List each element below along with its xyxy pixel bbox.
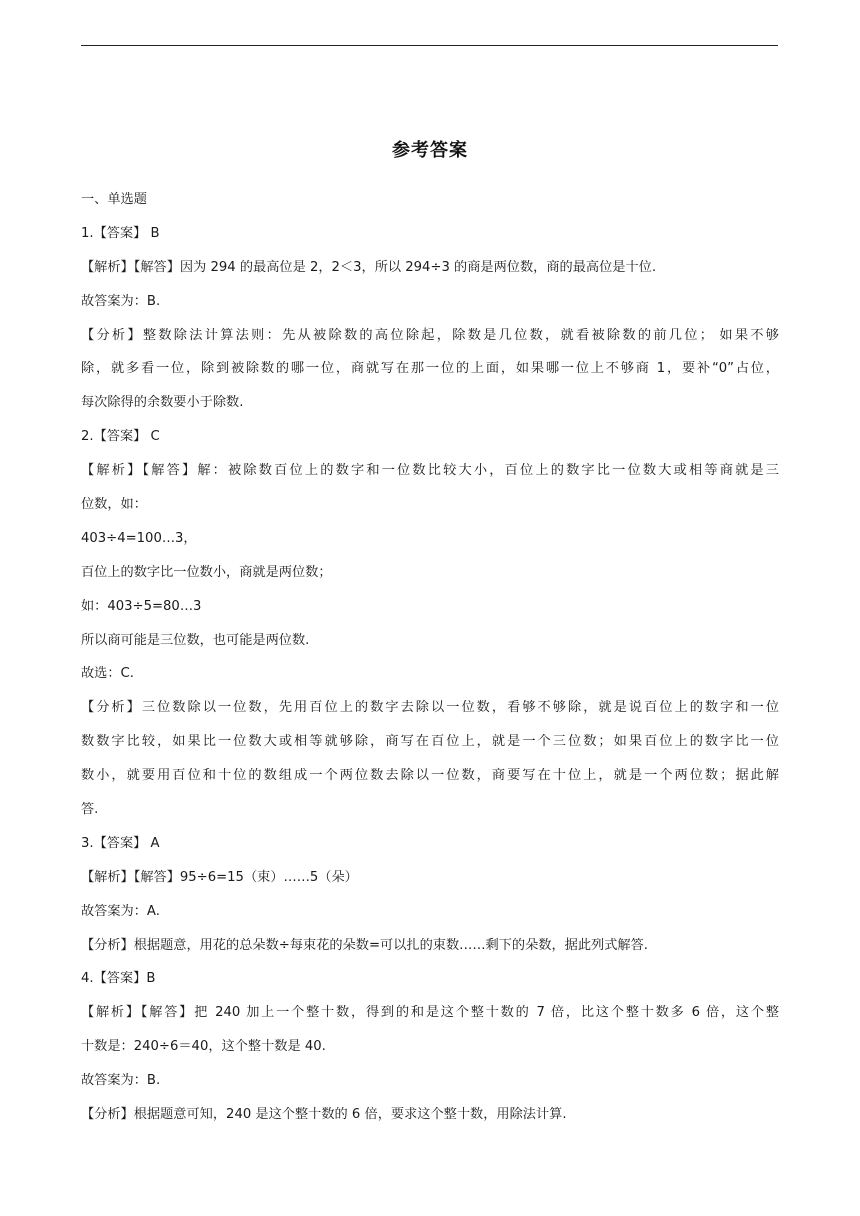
answer-line: 4.【答案】B: [81, 971, 156, 987]
answer-line: 【分析】根据题意可知，240 是这个整十数的 6 倍，要求这个整十数，用除法计算.: [81, 1107, 567, 1123]
answer-line: 如：403÷5=80…3: [81, 598, 202, 614]
answer-line: 故答案为：A.: [81, 903, 160, 919]
answer-line: 403÷4=100…3，: [81, 530, 197, 546]
answer-line: 故选：C.: [81, 666, 134, 682]
answer-line: 1.【答案】 B: [81, 225, 160, 241]
answer-line: 故答案为：B.: [81, 293, 161, 309]
answer-line: 【解析】【解答】解：被除数百位上的数字和一位数比较大小，百位上的数字比一位数大或相等商就是三: [81, 463, 779, 479]
answer-line: 十数是：240÷6＝40，这个整十数是 40.: [81, 1039, 326, 1055]
answer-line: 除，就多看一位，除到被除数的哪一位，商就写在那一位的上面，如果哪一位上不够商 1，要补“0”占位，: [81, 361, 779, 377]
answer-line: 【分析】根据题意，用花的总朵数÷每束花的朵数=可以扎的束数……剩下的朵数，据此列式解答.: [81, 937, 648, 953]
answer-line: 答.: [81, 802, 99, 818]
answer-line: 【解析】【解答】95÷6=15（束）……5（朵）: [81, 869, 358, 885]
answer-line: 每次除得的余数要小于除数.: [81, 395, 244, 411]
answer-line: 【分析】三位数除以一位数，先用百位上的数字去除以一位数，看够不够除，就是说百位上的数字和一位: [81, 700, 779, 716]
page-title: 参考答案: [392, 140, 468, 161]
answer-line: 数小，就要用百位和十位的数组成一个两位数去除以一位数，商要写在十位上，就是一个两位数；据此解: [81, 768, 779, 784]
answer-line: 故答案为：B.: [81, 1073, 161, 1089]
answer-line: 【解析】【解答】把 240 加上一个整十数，得到的和是这个整十数的 7 倍，比这个整十数多 6 倍，这个整: [81, 1005, 779, 1021]
answer-body: [81, 183, 779, 1132]
header-rule: [81, 45, 778, 46]
answer-line: 数数字比较，如果比一位数大或相等就够除，商写在百位上，就是一个三位数；如果百位上的数字比一位: [81, 734, 779, 750]
answer-line: 【分析】整数除法计算法则：先从被除数的高位除起，除数是几位数，就看被除数的前几位； 如果不够: [81, 327, 779, 343]
section-heading: 一、单选题: [81, 192, 147, 207]
answer-line: 位数，如：: [81, 497, 147, 513]
answer-line: 2.【答案】 C: [81, 429, 160, 445]
answer-line: 所以商可能是三位数，也可能是两位数.: [81, 632, 310, 648]
answer-line: 百位上的数字比一位数小，商就是两位数；: [81, 564, 332, 580]
answer-line: 3.【答案】 A: [81, 835, 160, 851]
answer-line: 【解析】【解答】因为 294 的最高位是 2，2＜3，所以 294÷3 的商是两位数，商的最高位是十位.: [81, 259, 657, 275]
